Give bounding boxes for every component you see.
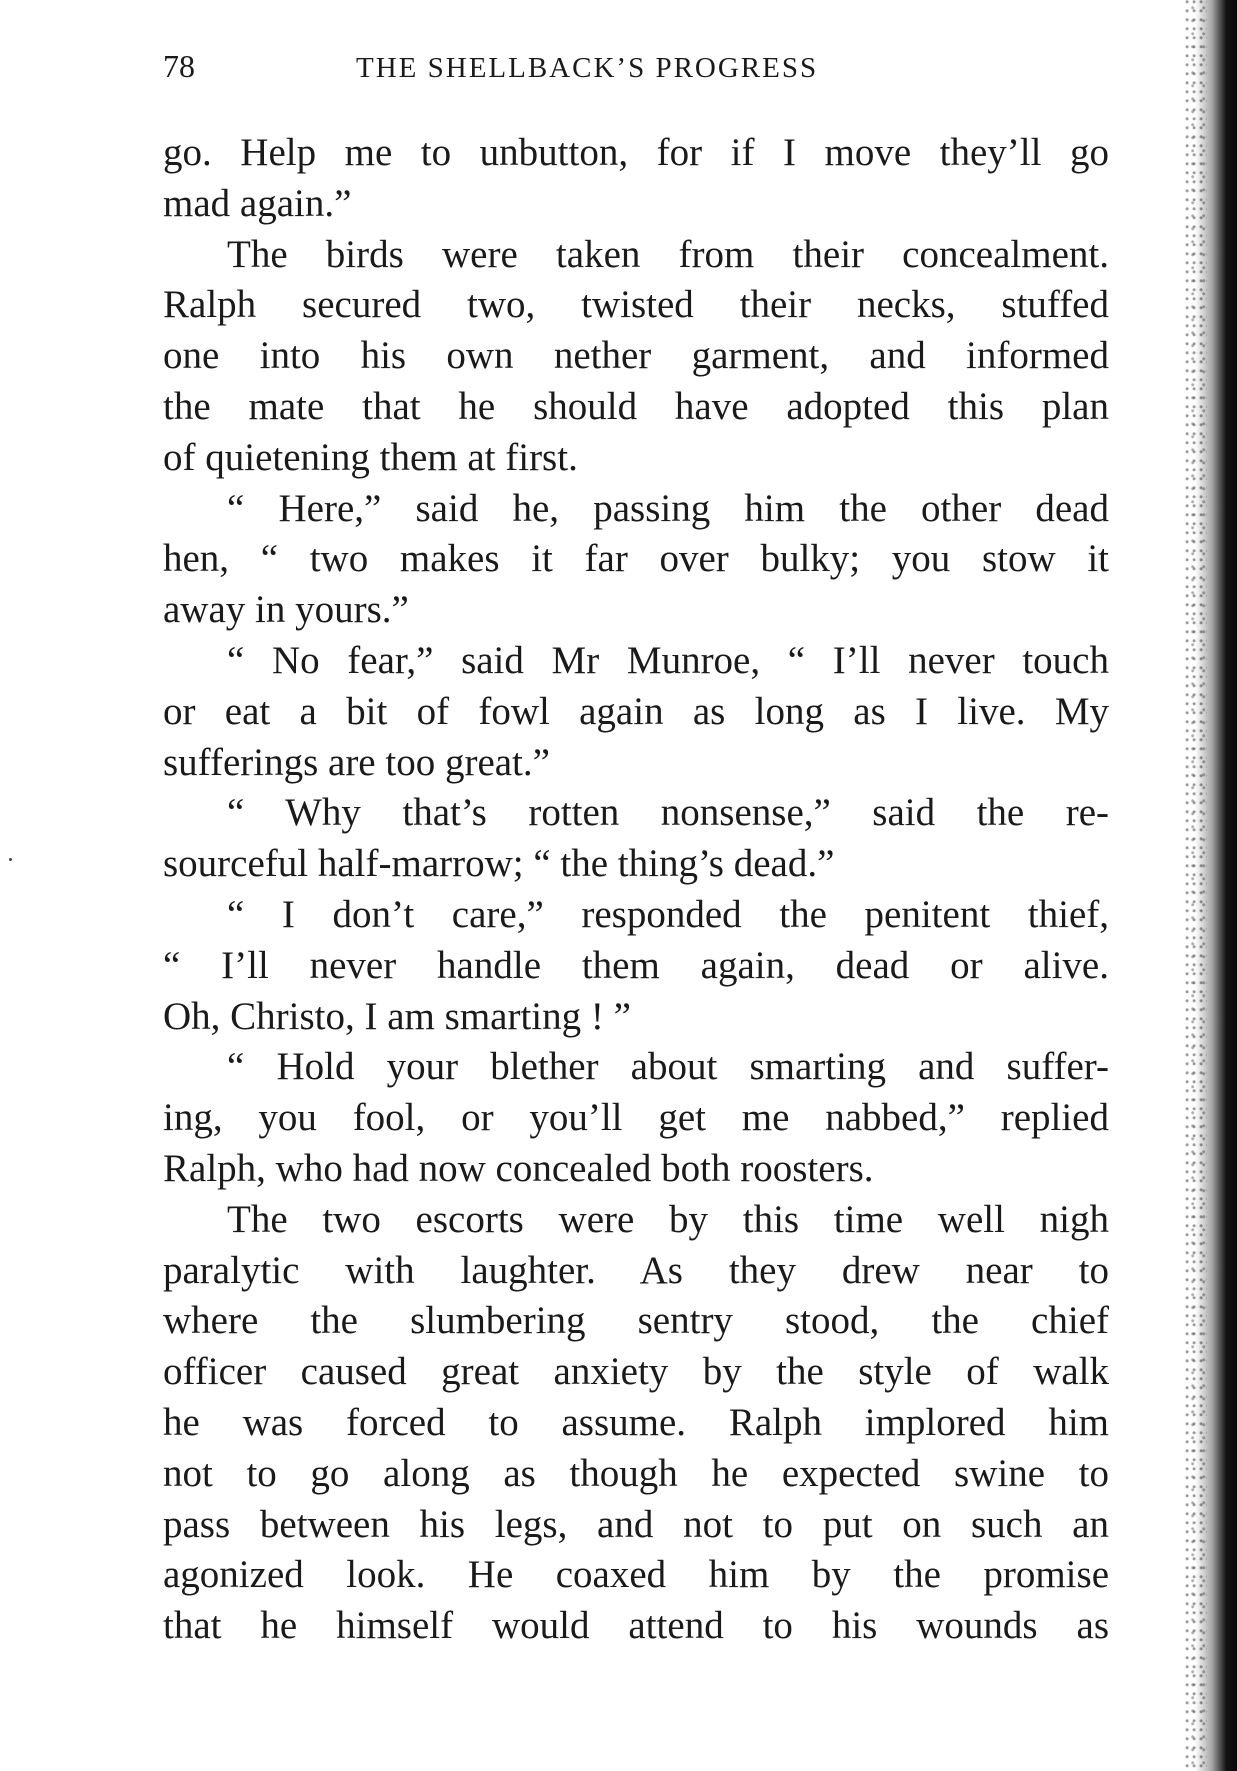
body-text	[163, 128, 1109, 1652]
text-line: that he himself would attend to his wounds as	[163, 1604, 1109, 1648]
text-line: “ No fear,” said Mr Munroe, “ I’ll never touch	[227, 638, 1109, 682]
text-line: of quietening them at first.	[163, 435, 578, 479]
text-line: the mate that he should have adopted this plan	[163, 384, 1109, 428]
text-line: go. Help me to unbutton, for if I move they’ll go	[163, 131, 1109, 174]
text-line: Oh, Christo, I am smarting ! ”	[163, 994, 631, 1038]
text-line: agonized look. He coaxed him by the promise	[163, 1553, 1109, 1597]
text-line: officer caused great anxiety by the style of walk	[163, 1350, 1109, 1394]
text-line: ing, you fool, or you’ll get me nabbed,” replied	[163, 1096, 1109, 1140]
text-line: he was forced to assume. Ralph implored him	[163, 1400, 1109, 1444]
text-line: away in yours.”	[163, 588, 409, 632]
running-head: THE SHELLBACK’S PROGRESS	[356, 52, 819, 84]
page-header	[163, 48, 1103, 92]
text-line: “ Hold your blether about smarting and suffer-	[227, 1045, 1109, 1089]
page-edge-speckle	[1185, 0, 1207, 1771]
text-line: pass between his legs, and not to put on such an	[163, 1502, 1109, 1546]
text-line: Ralph, who had now concealed both roosters.	[163, 1146, 874, 1190]
text-line: Ralph secured two, twisted their necks, stuffed	[163, 283, 1109, 327]
text-line: sourceful half-marrow; “ the thing’s dead.”	[163, 842, 835, 886]
text-line: or eat a bit of fowl again as long as I live. My	[163, 689, 1109, 733]
text-line: The two escorts were by this time well nigh	[227, 1197, 1109, 1241]
text-line: mad again.”	[163, 181, 352, 225]
text-line: “ Here,” said he, passing him the other dead	[227, 486, 1109, 530]
page-number: 78	[163, 48, 195, 84]
text-line: not to go along as though he expected swine to	[163, 1451, 1109, 1495]
text-line: The birds were taken from their concealment.	[227, 232, 1109, 276]
margin-speck	[9, 858, 12, 861]
text-line: paralytic with laughter. As they drew near to	[163, 1248, 1109, 1292]
text-line: where the slumbering sentry stood, the chief	[163, 1299, 1109, 1343]
text-line: “ I don’t care,” responded the penitent thief,	[227, 892, 1109, 936]
text-line: sufferings are too great.”	[163, 740, 550, 784]
text-line: one into his own nether garment, and informed	[163, 334, 1109, 378]
text-line: “ I’ll never handle them again, dead or alive.	[163, 943, 1109, 987]
text-line: “ Why that’s rotten nonsense,” said the re-	[227, 791, 1109, 835]
text-line: hen, “ two makes it far over bulky; you stow it	[163, 537, 1109, 581]
